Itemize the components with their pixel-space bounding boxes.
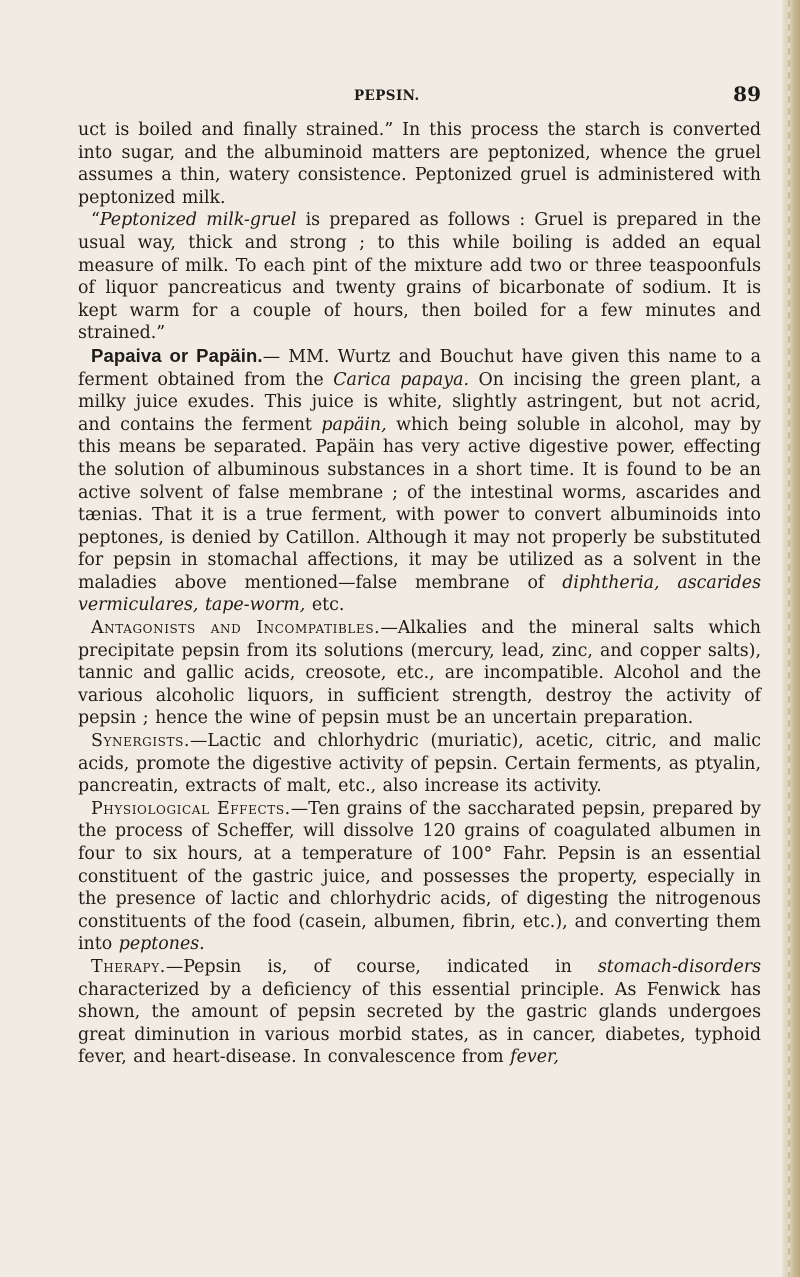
book-page: [78, 82, 761, 1069]
paragraph-antagonists: Antagonists and Incompatibles.—Alkalies and the mineral salts which precipitate pepsin from its solutions (mercury, lead, zinc, and copper salts), tannic and gallic acids, creosote, etc., are incompatible. Alcohol and the various alcoholic liquors, in sufficient strength, destroy the activity of pepsin ; hence the wine of pepsin must be an uncertain preparation.: [78, 618, 761, 729]
page-number: 89: [733, 82, 761, 106]
body-text: [78, 119, 761, 1069]
heading-physiological-effects: Physiological Effects.: [91, 798, 291, 819]
paragraph-papaiva: Papaiva or Papäin.— MM. Wurtz and Bouchut have given this name to a ferment obtained from the Carica papaya. On incising the green plant, a milky juice exudes. This juice is white, slightly astringent, but not acrid, and contains the ferment papäin, which being soluble in alcohol, may by this means be separated. Papäin has very active digestive power, effecting the solution of albuminous substances in a short time. It is found to be an active solvent of false membrane ; of the intestinal worms, ascarides and tænias. That it is a true ferment, with power to convert albuminoids into peptones, is denied by Catillon. Although it may not properly be substituted for pepsin in stomachal affections, it may be utilized as a solvent in the maladies above mentioned—false membrane of diphtheria, ascarides vermiculares, tape-worm, etc.: [78, 344, 761, 616]
paragraph-synergists: Synergists.—Lactic and chlorhydric (muriatic), acetic, citric, and malic acids, promote the digestive activity of pepsin. Certain ferments, as ptyalin, pancreatin, extracts of malt, etc., also increase its activity.: [78, 731, 761, 797]
page-edge: [782, 0, 800, 1277]
heading-papaiva: Papaiva or Papäin.: [91, 344, 263, 366]
running-title: PEPSIN.: [354, 88, 420, 104]
heading-synergists: Synergists.: [91, 731, 191, 752]
paragraph-therapy: Therapy.—Pepsin is, of course, indicated in stomach-disorders characterized by a deficiency of this essential principle. As Fenwick has shown, the amount of pepsin secreted by the gastric glands undergoes great diminution in various morbid states, as in cancer, diabetes, typhoid fever, and heart-disease. In convalescence from fever,: [78, 956, 761, 1068]
paragraph-continuation: uct is boiled and finally strained.” In this process the starch is converted into sugar, and the albuminoid matters are peptonized, whence the gruel assumes a thin, watery consistence. Peptonized gruel is administered with peptonized milk.: [78, 120, 761, 208]
term-peptonized-milk-gruel: Peptonized milk-gruel: [99, 210, 297, 231]
paragraph-physiological-effects: Physiological Effects.—Ten grains of the saccharated pepsin, prepared by the process of Scheffer, will dissolve 120 grains of coagulated albumen in four to six hours, at a temperature of 100° Fahr. Pepsin is an essential constituent of the gastric juice, and possesses the property, especially in the presence of lactic and chlorhydric acids, of digesting the nitrogenous constituents of the food (casein, albumen, fibrin, etc.), and converting them into peptones.: [78, 798, 761, 955]
heading-therapy: Therapy.: [91, 956, 166, 977]
heading-antagonists: Antagonists and Incompatibles.: [91, 618, 381, 639]
running-head: [78, 82, 761, 112]
paragraph-peptonized-milk-gruel: “Peptonized milk-gruel is prepared as follows : Gruel is prepared in the usual way, thick and strong ; to this while boiling is added an equal measure of milk. To each pint of the mixture add two or three teaspoonfuls of liquor pancreaticus and twenty grains of bicarbonate of sodium. It is kept warm for a couple of hours, then boiled for a few minutes and strained.”: [78, 210, 761, 344]
